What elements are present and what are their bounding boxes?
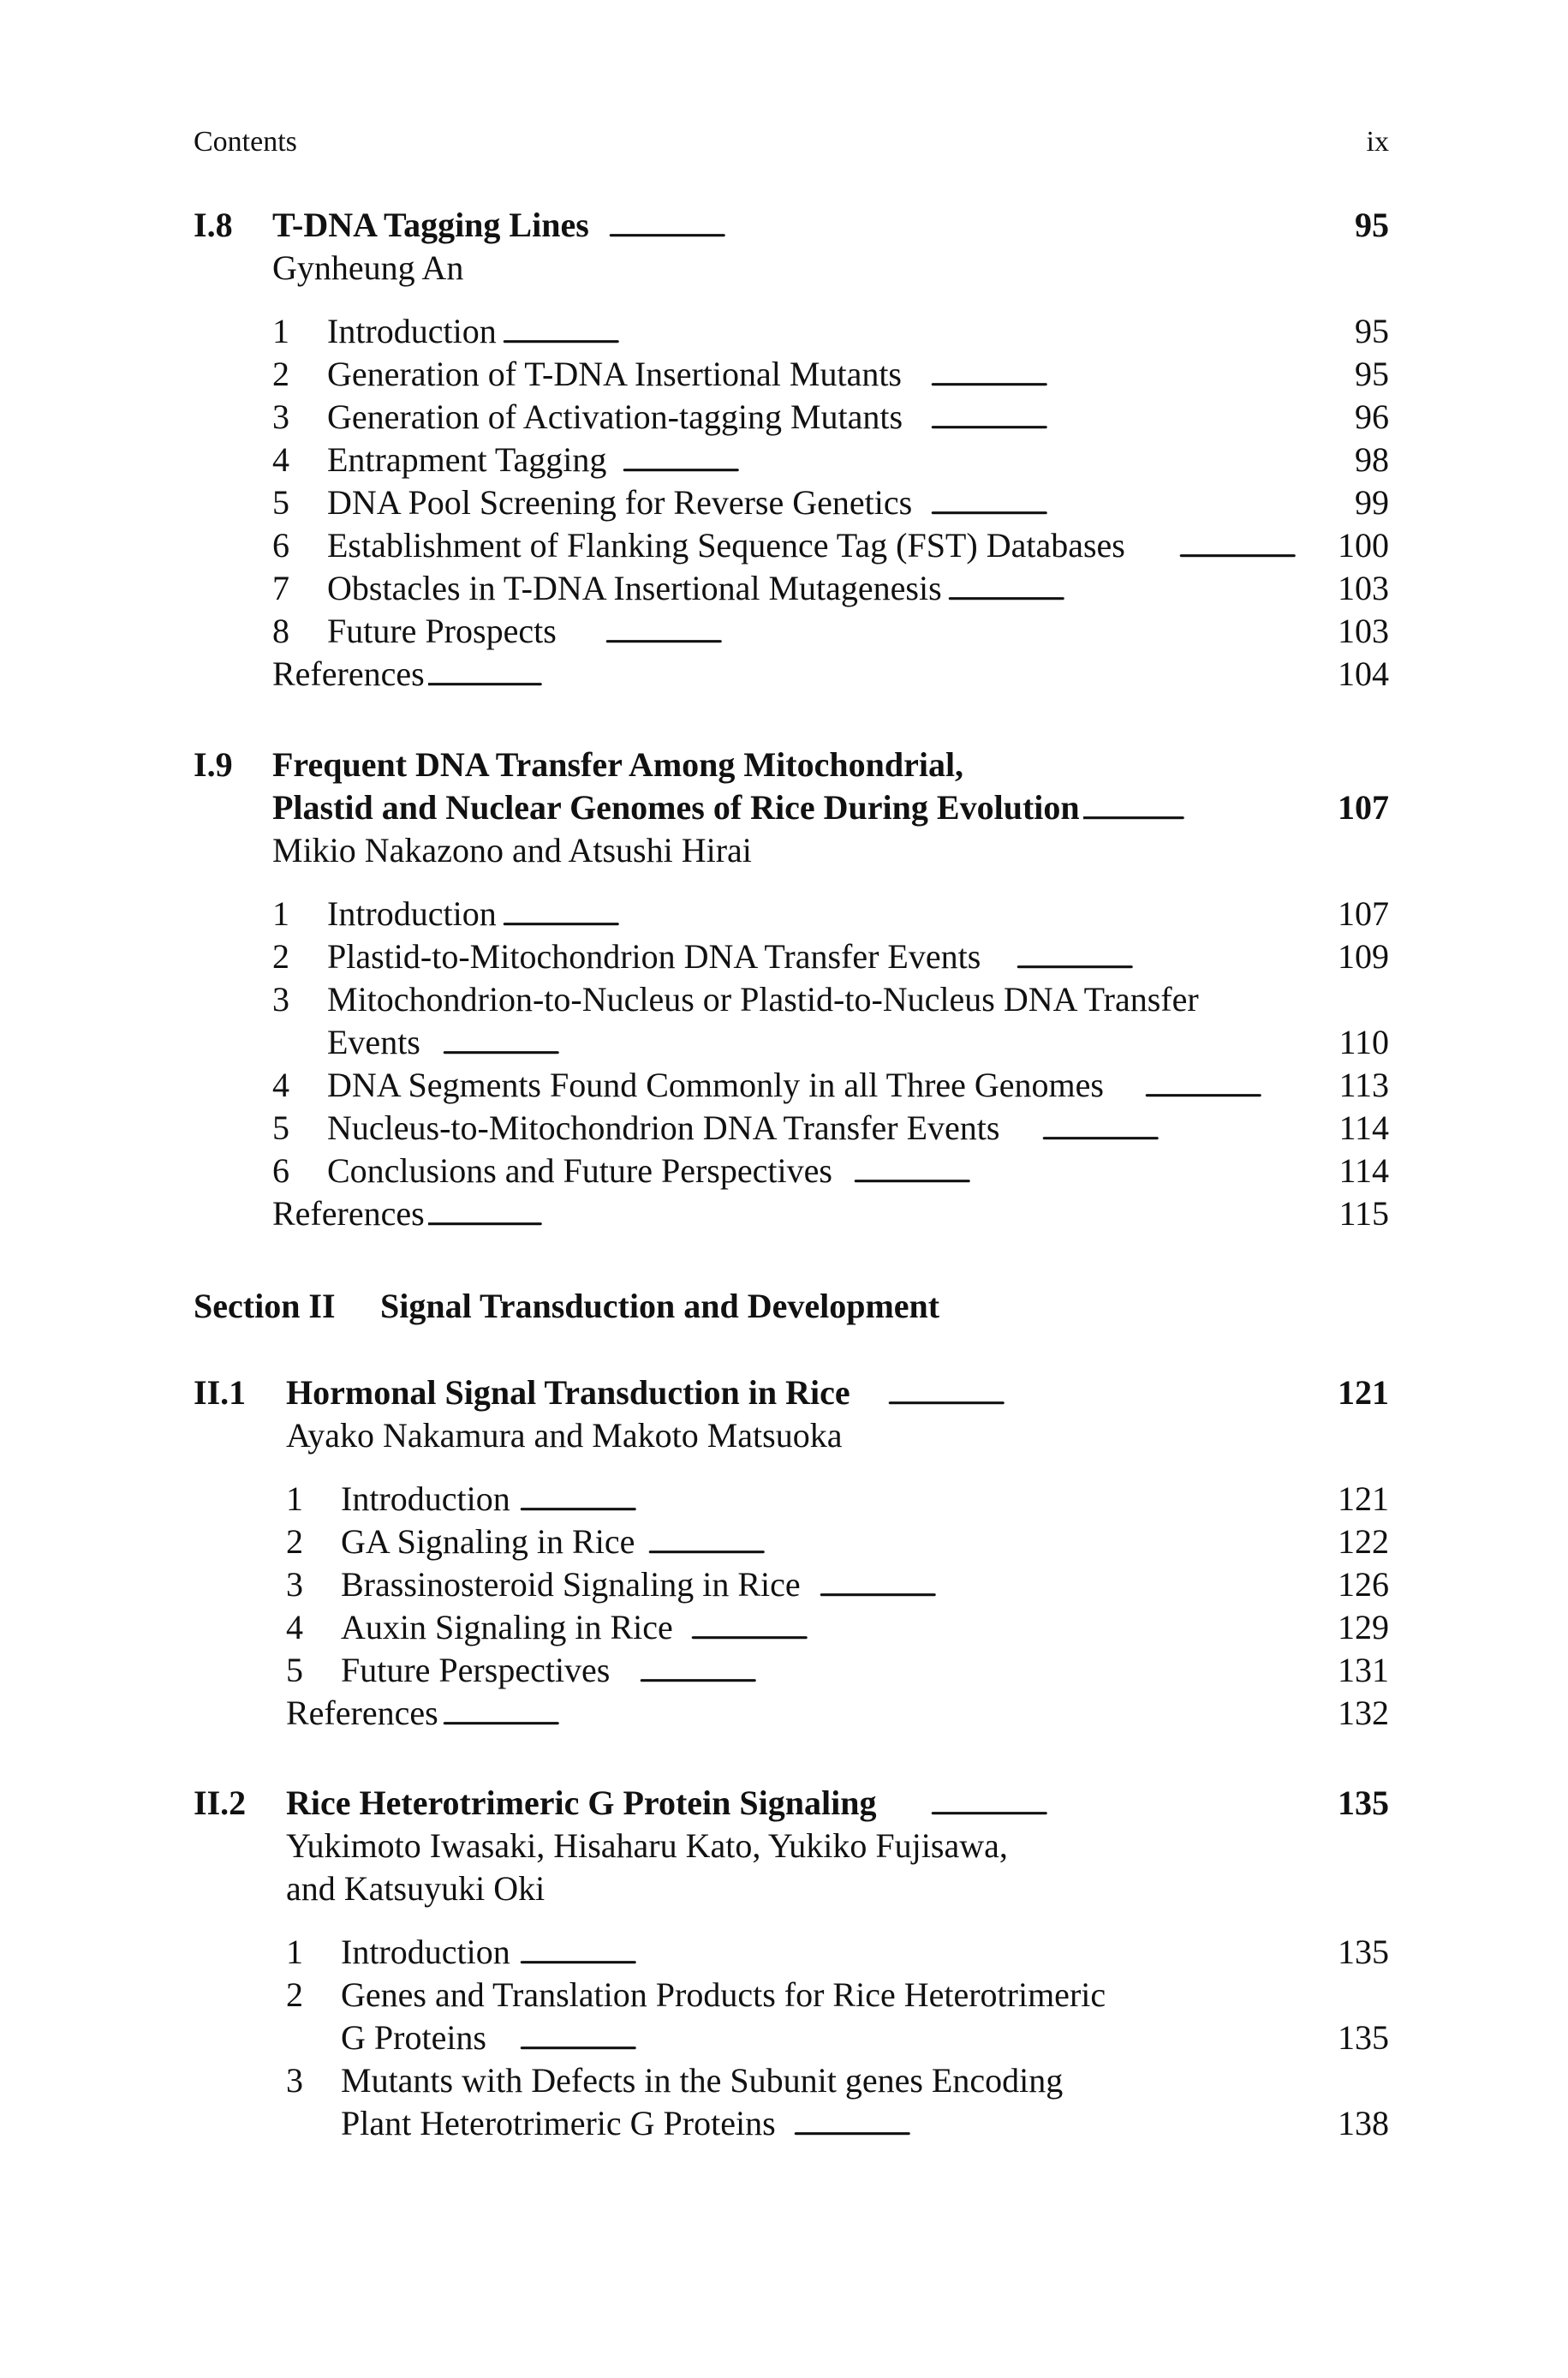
entry-number: 5 — [272, 483, 289, 522]
entry-number: 2 — [286, 1522, 303, 1561]
chapter-title: Rice Heterotrimeric G Protein Signaling — [286, 1784, 879, 1822]
dot-leader — [502, 310, 1317, 353]
chapter-authors-row — [194, 1414, 1389, 1457]
toc-entry[interactable] — [194, 1107, 1389, 1150]
chapter-authors-row — [194, 829, 1389, 872]
toc-entry[interactable] — [194, 1064, 1389, 1107]
entry-number: 3 — [272, 980, 289, 1019]
entry-title: Future Perspectives — [341, 1651, 613, 1689]
chapter-authors-row — [194, 247, 1389, 290]
chapter-title-line2: Plastid and Nuclear Genomes of Rice During Evolution — [272, 788, 1083, 827]
chapter-heading[interactable] — [194, 204, 1389, 247]
entry-number: 6 — [272, 526, 289, 565]
section-label: Section II — [194, 1287, 336, 1325]
entry-page: 131 — [1338, 1651, 1389, 1689]
entry-page: 138 — [1338, 2104, 1389, 2142]
entry-page: 129 — [1338, 1608, 1389, 1646]
dot-leader — [930, 1782, 1317, 1825]
entry-title: Introduction — [341, 1479, 514, 1518]
toc-entry[interactable] — [194, 524, 1389, 567]
dot-leader — [425, 1192, 1317, 1235]
toc-entry[interactable] — [194, 396, 1389, 439]
entry-number: 3 — [286, 2061, 303, 2100]
dot-leader — [425, 653, 1317, 696]
page-number: ix — [1366, 126, 1389, 158]
toc-entry-line2[interactable] — [194, 1021, 1389, 1064]
entry-title-line1: Mutants with Defects in the Subunit genes Encoding — [341, 2061, 1064, 2100]
entry-page: 103 — [1338, 569, 1389, 607]
dot-leader — [608, 204, 1317, 247]
toc-entry[interactable] — [194, 1649, 1389, 1692]
dot-leader — [519, 2017, 1317, 2059]
entry-page: 95 — [1355, 355, 1389, 393]
entry-title: Introduction — [327, 312, 500, 350]
toc-entry[interactable] — [194, 610, 1389, 653]
dot-leader — [442, 1692, 1317, 1735]
references-page: 104 — [1338, 654, 1389, 693]
chapter-number: I.9 — [194, 745, 233, 784]
chapter-authors-line1: Yukimoto Iwasaki, Hisaharu Kato, Yukiko Fujisawa, — [286, 1826, 1008, 1865]
entry-title: Auxin Signaling in Rice — [341, 1608, 677, 1646]
entry-title: Introduction — [341, 1933, 514, 1971]
toc-entry-line2[interactable] — [194, 2102, 1389, 2145]
chapter-authors: Mikio Nakazono and Atsushi Hirai — [272, 831, 752, 869]
chapter-title-line1: Frequent DNA Transfer Among Mitochondrial, — [272, 745, 964, 784]
toc-entry[interactable] — [194, 1606, 1389, 1649]
toc-entry[interactable] — [194, 1931, 1389, 1974]
entry-page: 100 — [1338, 526, 1389, 565]
dot-leader — [930, 353, 1317, 396]
entry-number: 4 — [272, 1066, 289, 1104]
entry-title-line2: Plant Heterotrimeric G Proteins — [341, 2104, 779, 2142]
entry-number: 3 — [286, 1565, 303, 1604]
entry-page: 109 — [1338, 937, 1389, 976]
toc-entry[interactable] — [194, 310, 1389, 353]
toc-entry[interactable] — [194, 1478, 1389, 1521]
entry-title: Future Prospects — [327, 612, 560, 650]
chapter-page: 107 — [1338, 788, 1389, 827]
running-header — [194, 123, 1389, 161]
chapter-page: 95 — [1355, 206, 1389, 244]
entry-page: 103 — [1338, 612, 1389, 650]
references-title: References — [272, 654, 428, 693]
dot-leader — [690, 1606, 1317, 1649]
entry-number: 3 — [272, 397, 289, 436]
chapter-title: Hormonal Signal Transduction in Rice — [286, 1373, 854, 1412]
entry-page: 96 — [1355, 397, 1389, 436]
entry-number: 8 — [272, 612, 289, 650]
toc-entry-line1[interactable] — [194, 1974, 1389, 2017]
dot-leader — [930, 396, 1317, 439]
entry-page: 114 — [1338, 1108, 1389, 1147]
entry-number: 1 — [286, 1933, 303, 1971]
toc-entry[interactable] — [194, 481, 1389, 524]
chapter-authors-line2: and Katsuyuki Oki — [286, 1869, 546, 1908]
toc-entry[interactable] — [194, 353, 1389, 396]
entry-number: 2 — [272, 937, 289, 976]
chapter-authors-row — [194, 1825, 1389, 1867]
chapter-heading-line2[interactable] — [194, 786, 1389, 829]
dot-leader — [930, 481, 1317, 524]
entry-page: 107 — [1338, 894, 1389, 933]
section-title: Signal Transduction and Development — [380, 1287, 940, 1325]
dot-leader — [853, 1150, 1317, 1192]
dot-leader — [1041, 1107, 1317, 1150]
dot-leader — [819, 1563, 1317, 1606]
entry-number: 2 — [286, 1975, 303, 2014]
references-page: 115 — [1338, 1194, 1389, 1233]
toc-entry[interactable] — [194, 567, 1389, 610]
chapter-page: 135 — [1338, 1784, 1389, 1822]
references-title: References — [286, 1694, 442, 1732]
references-title: References — [272, 1194, 428, 1233]
entry-number: 6 — [272, 1151, 289, 1190]
entry-title-line2: Events — [327, 1023, 424, 1061]
entry-title: Nucleus-to-Mitochondrion DNA Transfer Events — [327, 1108, 1003, 1147]
dot-leader — [793, 2102, 1317, 2145]
entry-number: 5 — [286, 1651, 303, 1689]
entry-number: 1 — [272, 312, 289, 350]
toc-entry-line1[interactable] — [194, 2059, 1389, 2102]
chapter-page: 121 — [1338, 1373, 1389, 1412]
entry-page: 98 — [1355, 440, 1389, 479]
toc-references[interactable] — [194, 653, 1389, 696]
entry-title: Introduction — [327, 894, 500, 933]
dot-leader — [639, 1649, 1317, 1692]
entry-page: 110 — [1338, 1023, 1389, 1061]
entry-title: GA Signaling in Rice — [341, 1522, 638, 1561]
entry-page: 113 — [1338, 1066, 1389, 1104]
entry-title-line1: Genes and Translation Products for Rice Heterotrimeric — [341, 1975, 1106, 2014]
dot-leader — [1178, 524, 1317, 567]
dot-leader — [647, 1521, 1317, 1563]
chapter-heading-line1[interactable] — [194, 744, 1389, 786]
toc-entry[interactable] — [194, 1563, 1389, 1606]
entry-page: 135 — [1338, 1933, 1389, 1971]
entry-page: 135 — [1338, 2018, 1389, 2057]
dot-leader — [622, 439, 1317, 481]
entry-number: 4 — [286, 1608, 303, 1646]
chapter-authors: Gynheung An — [272, 248, 464, 287]
chapter-authors: Ayako Nakamura and Makoto Matsuoka — [286, 1416, 843, 1455]
entry-number: 4 — [272, 440, 289, 479]
entry-number: 2 — [272, 355, 289, 393]
toc-entry[interactable] — [194, 439, 1389, 481]
entry-page: 95 — [1355, 312, 1389, 350]
entry-title: Plastid-to-Mitochondrion DNA Transfer Events — [327, 937, 984, 976]
entry-title: Conclusions and Future Perspectives — [327, 1151, 836, 1190]
toc-entry[interactable] — [194, 1521, 1389, 1563]
dot-leader — [1144, 1064, 1317, 1107]
toc-entry-line2[interactable] — [194, 2017, 1389, 2059]
chapter-number: II.1 — [194, 1373, 247, 1412]
entry-number: 1 — [286, 1479, 303, 1518]
entry-title: Generation of Activation-tagging Mutants — [327, 397, 906, 436]
toc-entry[interactable] — [194, 935, 1389, 978]
entry-number: 5 — [272, 1108, 289, 1147]
dot-leader — [887, 1371, 1317, 1414]
dot-leader — [442, 1021, 1317, 1064]
entry-title: Obstacles in T-DNA Insertional Mutagenesis — [327, 569, 945, 607]
references-page: 132 — [1338, 1694, 1389, 1732]
chapter-heading[interactable] — [194, 1371, 1389, 1414]
entry-title-line2: G Proteins — [341, 2018, 490, 2057]
entry-title: Entrapment Tagging — [327, 440, 610, 479]
entry-title-line1: Mitochondrion-to-Nucleus or Plastid-to-Nucleus DNA Transfer — [327, 980, 1199, 1019]
entry-page: 114 — [1338, 1151, 1389, 1190]
entry-title: DNA Pool Screening for Reverse Genetics — [327, 483, 915, 522]
toc-references[interactable] — [194, 1692, 1389, 1735]
entry-title: Generation of T-DNA Insertional Mutants — [327, 355, 905, 393]
entry-page: 122 — [1338, 1522, 1389, 1561]
dot-leader — [519, 1931, 1317, 1974]
entry-title: Brassinosteroid Signaling in Rice — [341, 1565, 804, 1604]
dot-leader — [1067, 786, 1317, 829]
chapter-authors-row — [194, 1867, 1389, 1910]
entry-title: DNA Segments Found Commonly in all Three Genomes — [327, 1066, 1107, 1104]
toc-references[interactable] — [194, 1192, 1389, 1235]
toc-entry[interactable] — [194, 1150, 1389, 1192]
dot-leader — [519, 1478, 1317, 1521]
toc-entry[interactable] — [194, 893, 1389, 935]
entry-page: 121 — [1338, 1479, 1389, 1518]
chapter-title: T-DNA Tagging Lines — [272, 206, 593, 244]
entry-title: Establishment of Flanking Sequence Tag (FST) Databases — [327, 526, 1129, 565]
toc-entry-line1[interactable] — [194, 978, 1389, 1021]
chapter-number: II.2 — [194, 1784, 247, 1822]
entry-number: 7 — [272, 569, 289, 607]
running-title: Contents — [194, 126, 297, 158]
chapter-heading[interactable] — [194, 1782, 1389, 1825]
dot-leader — [1016, 935, 1317, 978]
entry-number: 1 — [272, 894, 289, 933]
dot-leader — [947, 567, 1317, 610]
entry-page: 126 — [1338, 1565, 1389, 1604]
entry-page: 99 — [1355, 483, 1389, 522]
dot-leader — [605, 610, 1317, 653]
chapter-number: I.8 — [194, 206, 233, 244]
dot-leader — [502, 893, 1317, 935]
